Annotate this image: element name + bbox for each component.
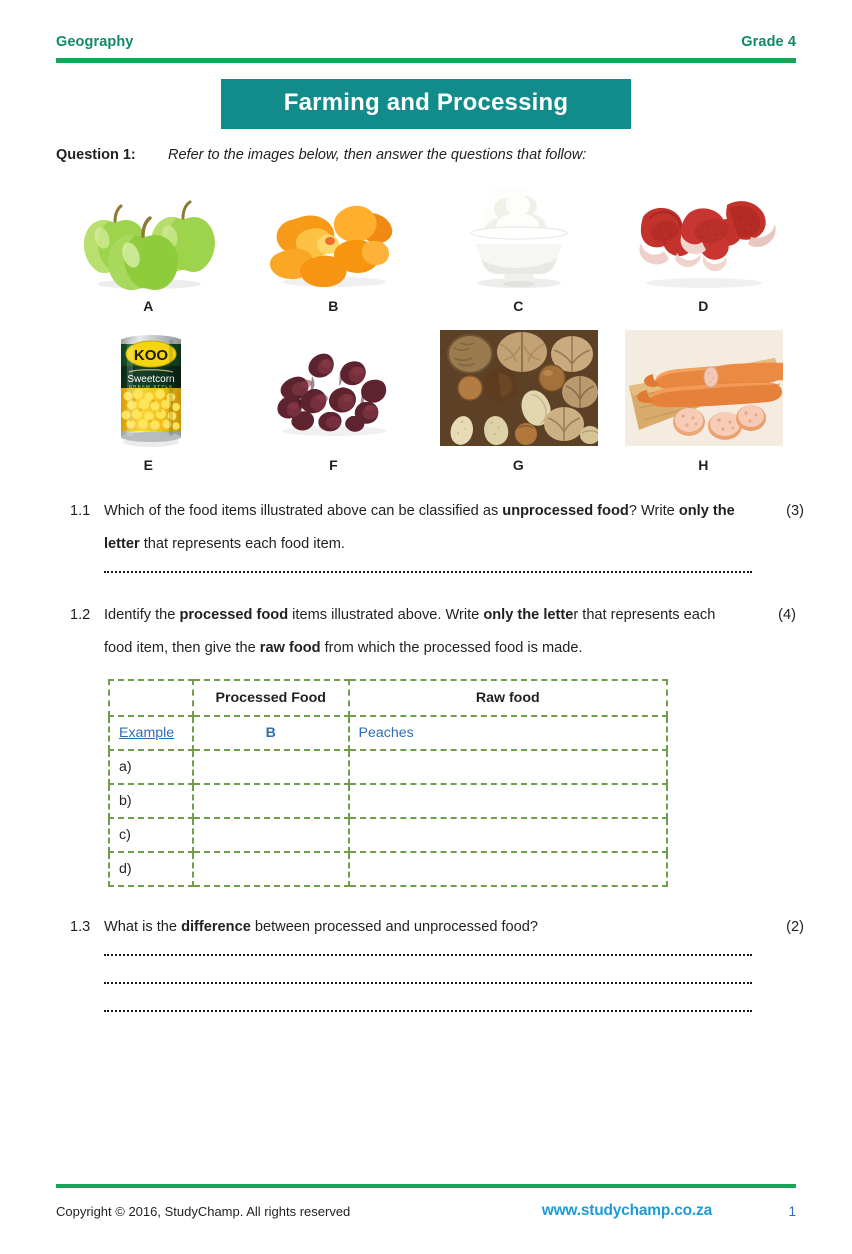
image-caption: B — [328, 298, 339, 314]
image-caption: C — [513, 298, 524, 314]
dried-peaches-icon — [254, 183, 414, 291]
whipped-cream-icon — [449, 179, 589, 291]
cell-raw[interactable] — [349, 852, 667, 886]
question-1-2 — [56, 599, 796, 665]
website-link[interactable]: www.studychamp.co.za — [541, 1202, 712, 1219]
table-header-raw: Raw food — [349, 680, 667, 716]
table-row — [109, 818, 667, 852]
mixed-nuts-icon — [440, 330, 598, 446]
question-text — [104, 911, 758, 1012]
row-label: a) — [109, 750, 193, 784]
q12-part-6: from which the processed food is made. — [320, 640, 583, 656]
page-title: Farming and Processing — [221, 79, 631, 129]
question-marks: (4) — [778, 607, 796, 623]
cell-processed[interactable] — [193, 852, 349, 886]
question-number: 1.3 — [70, 919, 91, 935]
example-processed-value: B — [265, 725, 276, 741]
image-cell-a — [56, 179, 241, 314]
answer-line[interactable] — [104, 571, 752, 573]
processed-food-table — [108, 679, 668, 887]
raw-beef-steaks-image — [611, 179, 796, 291]
grade-label: Grade 4 — [741, 34, 796, 50]
question-number: 1.2 — [70, 607, 91, 623]
image-caption: A — [143, 298, 154, 314]
canned-sweetcorn-image — [56, 326, 241, 450]
image-cell-d — [611, 179, 796, 314]
q13-part-1: difference — [181, 919, 251, 935]
image-cell-e — [56, 326, 241, 473]
q11-part-3: only the letter — [104, 503, 735, 552]
biltong-icon — [254, 336, 414, 440]
example-label: Example — [119, 725, 175, 741]
table-row — [109, 750, 667, 784]
row-label: c) — [109, 818, 193, 852]
sausages-image — [611, 326, 796, 450]
copyright-text: Copyright © 2016, StudyChamp. All rights reserved — [56, 1203, 351, 1219]
image-row-2 — [56, 326, 796, 473]
question-intro-label: Question 1: — [56, 147, 136, 163]
can-variant-text: CREAM STYLE — [128, 384, 173, 389]
q12-part-4: r that represents each food item, then give the — [104, 607, 716, 656]
question-text — [104, 495, 758, 573]
cell-raw[interactable] — [349, 716, 667, 750]
page-footer — [56, 1184, 796, 1220]
q13-part-0: What is the — [104, 919, 182, 935]
q11-part-4: that represents each food item. — [139, 536, 345, 552]
image-caption: D — [698, 298, 709, 314]
cell-raw[interactable] — [349, 784, 667, 818]
table-header-row — [109, 680, 667, 716]
image-grid — [56, 179, 796, 473]
green-apples-icon — [74, 183, 224, 291]
cell-processed[interactable] — [193, 750, 349, 784]
row-label — [109, 716, 193, 750]
row-label: d) — [109, 852, 193, 886]
table-row — [109, 716, 667, 750]
q11-part-0: Which of the food items illustrated above can be classified as — [104, 503, 503, 519]
table-row — [109, 784, 667, 818]
table-header-blank — [109, 680, 193, 716]
row-label: b) — [109, 784, 193, 818]
subject-label: Geography — [56, 34, 134, 50]
image-caption: F — [329, 457, 338, 473]
question-marks: (2) — [786, 919, 804, 935]
table-row — [109, 852, 667, 886]
cell-processed[interactable] — [193, 784, 349, 818]
question-intro — [56, 147, 796, 163]
title-container — [56, 79, 796, 129]
answer-line[interactable] — [104, 1010, 752, 1012]
q11-part-2: ? Write — [628, 503, 679, 519]
raw-beef-steaks-icon — [619, 187, 789, 291]
cell-processed[interactable] — [193, 818, 349, 852]
question-number: 1.1 — [70, 503, 91, 519]
q12-part-5: raw food — [259, 640, 321, 656]
table-header-processed: Processed Food — [193, 680, 349, 716]
image-cell-b — [241, 179, 426, 314]
cell-processed[interactable] — [193, 716, 349, 750]
question-text — [104, 599, 750, 665]
question-1-1 — [56, 495, 804, 573]
canned-sweetcorn-icon — [103, 328, 195, 448]
dried-peaches-image — [241, 179, 426, 291]
can-brand-text: KOO — [133, 347, 168, 364]
page-header — [56, 0, 796, 50]
q12-part-3: only the lette — [483, 607, 574, 623]
example-raw-value: Peaches — [358, 725, 414, 741]
q13-part-2: between processed and unprocessed food? — [250, 919, 539, 935]
image-caption: G — [512, 457, 525, 473]
image-row-1 — [56, 179, 796, 314]
can-product-text: Sweetcorn — [126, 374, 175, 385]
question-intro-text: Refer to the images below, then answer the questions that follow: — [168, 147, 587, 163]
mixed-nuts-image — [426, 326, 611, 450]
answer-line[interactable] — [104, 982, 752, 984]
image-caption: H — [698, 457, 709, 473]
cell-raw[interactable] — [349, 818, 667, 852]
answer-line[interactable] — [104, 954, 752, 956]
q12-part-0: Identify the — [104, 607, 180, 623]
q12-part-1: processed food — [179, 607, 289, 623]
image-cell-h — [611, 326, 796, 473]
q11-part-1: unprocessed food — [502, 503, 629, 519]
footer-row — [56, 1202, 796, 1220]
q12-part-2: items illustrated above. Write — [288, 607, 484, 623]
page-number: 1 — [788, 1203, 796, 1219]
image-cell-f — [241, 326, 426, 473]
whipped-cream-bowl-image — [426, 179, 611, 291]
cell-raw[interactable] — [349, 750, 667, 784]
header-rule — [56, 58, 796, 63]
sausages-icon — [625, 330, 783, 446]
image-caption: E — [143, 457, 154, 473]
image-cell-g — [426, 326, 611, 473]
question-marks: (3) — [786, 503, 804, 519]
biltong-image — [241, 326, 426, 450]
image-cell-c — [426, 179, 611, 314]
footer-rule — [56, 1184, 796, 1188]
question-1-3 — [56, 911, 804, 1012]
green-apples-image — [56, 179, 241, 291]
